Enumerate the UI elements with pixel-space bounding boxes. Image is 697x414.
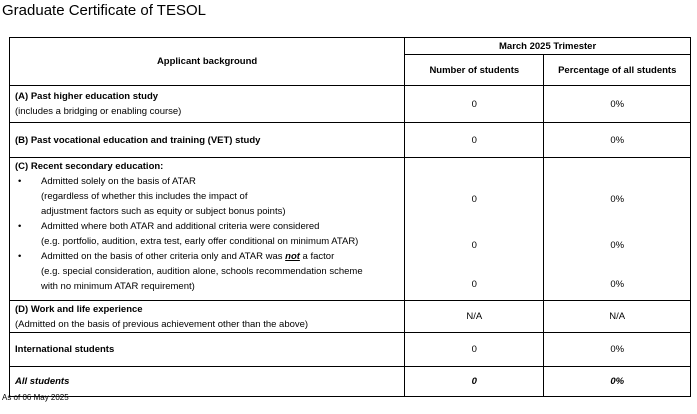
item-1-line1: Admitted solely on the basis of ATAR — [41, 176, 196, 187]
item-2-line1: Admitted where both ATAR and additional criteria were considered — [41, 221, 320, 232]
item-3-line3: with no minimum ATAR requirement) — [41, 281, 195, 292]
bullet-icon: • — [18, 176, 22, 187]
header-number-of-students: Number of students — [405, 55, 544, 86]
table-row-d — [10, 301, 691, 333]
header-percentage: Percentage of all students — [544, 55, 691, 86]
row-c1-percentage: 0% — [610, 194, 625, 205]
row-b-percentage: 0% — [544, 123, 691, 158]
row-b-label: (B) Past vocational education and training (VET) study — [10, 123, 405, 158]
row-international-label: International students — [10, 333, 405, 367]
row-a-percentage: 0% — [544, 86, 691, 123]
row-c3-percentage: 0% — [610, 278, 625, 290]
row-all-percentage: 0% — [544, 367, 691, 397]
bullet-icon: • — [18, 221, 22, 232]
table-row-a — [10, 86, 691, 123]
table-row-international — [10, 333, 691, 367]
item-1-line3: adjustment factors such as equity or subject bonus points) — [41, 206, 286, 217]
row-d-students: N/A — [405, 301, 544, 333]
row-d-sub: (Admitted on the basis of previous achievement other than the above) — [15, 318, 309, 330]
list-item — [15, 174, 399, 219]
row-international-percentage: 0% — [544, 333, 691, 367]
row-d-percentage: N/A — [544, 301, 691, 333]
row-international-students: 0 — [405, 333, 544, 367]
item-1-line2: (regardless of whether this includes the impact of — [41, 191, 248, 202]
table-row-c — [10, 158, 691, 301]
admissions-table — [9, 37, 691, 397]
row-a-label: (A) Past higher education study — [15, 91, 159, 102]
table-row-b — [10, 123, 691, 158]
row-all-students: 0 — [405, 367, 544, 397]
row-c2-percentage: 0% — [610, 239, 625, 251]
table-row-all — [10, 367, 691, 397]
row-c2-students: 0 — [471, 239, 477, 251]
row-c3-students: 0 — [471, 278, 477, 290]
header-applicant-background: Applicant background — [10, 38, 405, 86]
item-2-line2: (e.g. portfolio, audition, extra test, early offer conditional on minimum ATAR) — [41, 236, 359, 247]
row-a-sub: (includes a bridging or enabling course) — [15, 106, 182, 117]
row-c-label: (C) Recent secondary education: — [15, 161, 164, 172]
row-a-students: 0 — [405, 86, 544, 123]
header-trimester: March 2025 Trimester — [405, 38, 691, 55]
item-3-line1: Admitted on the basis of other criteria only and ATAR was not a factor — [41, 251, 335, 262]
list-item — [15, 249, 399, 294]
row-c1-students: 0 — [471, 194, 477, 205]
row-d-label: (D) Work and life experience — [15, 303, 143, 315]
page-title: Graduate Certificate of TESOL — [2, 2, 206, 19]
item-3-emphasis: not — [285, 251, 300, 262]
item-3-line2: (e.g. special consideration, audition alone, schools recommendation scheme — [41, 266, 363, 277]
row-all-label: All students — [10, 367, 405, 397]
row-b-students: 0 — [405, 123, 544, 158]
bullet-icon: • — [18, 251, 22, 262]
as-of-date: As of 06 May 2025 — [2, 393, 69, 402]
list-item — [15, 219, 399, 249]
